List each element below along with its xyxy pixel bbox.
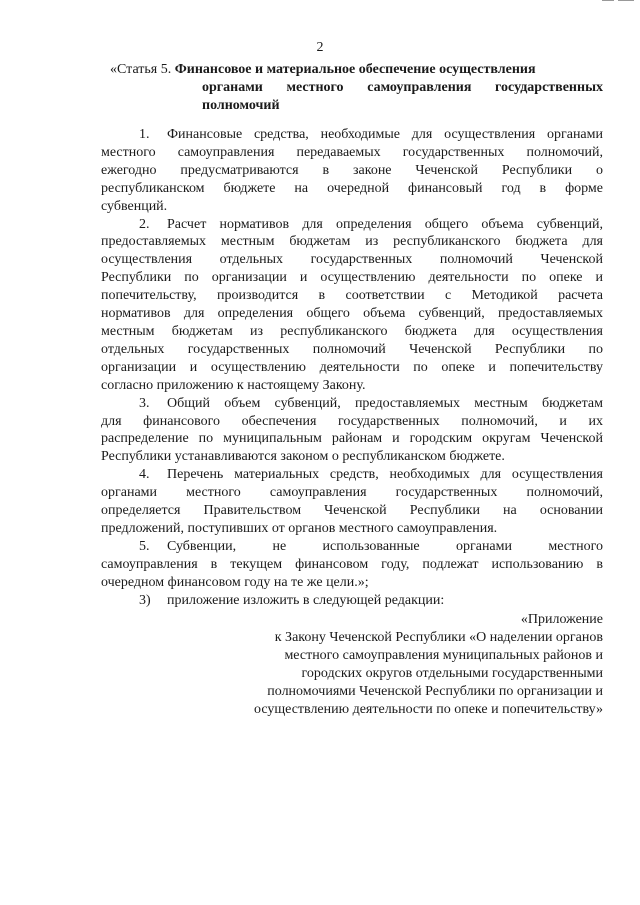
paragraph-line: попечительству, производится в соответствии с Методикой расчета [101, 288, 603, 304]
appendix-heading-line: осуществлению деятельности по опеке и попечительству» [253, 702, 603, 717]
paragraph-line: местного самоуправления передаваемых государственных полномочий, [101, 144, 603, 160]
paragraph-line: Республики устанавливаются законом о республиканском бюджете. [101, 449, 505, 465]
paragraph-line: органами местного самоуправления государственных полномочий, [101, 485, 603, 501]
appendix-heading-line: полномочиями Чеченской Республики по организации и [267, 684, 603, 700]
appendix-heading-line: «Приложение [520, 612, 603, 628]
paragraph-4 [101, 466, 603, 538]
paragraph-line: определяется Правительством Чеченской Республики на основании [101, 503, 603, 519]
paragraph-number: 1. [139, 127, 150, 142]
article-prefix: «Статья 5. [110, 62, 172, 77]
paragraph-3 [101, 395, 603, 467]
paragraph-line: приложение изложить в следующей редакции: [167, 592, 445, 608]
article-title-line-2: органами местного самоуправления государственных [202, 80, 603, 95]
article-title-line-3: полномочий [202, 98, 280, 113]
paragraph-line: распределение по муниципальным районам и городским округам Чеченской [101, 431, 603, 447]
paragraph-line: организации и осуществлению деятельности по опеке и попечительству [101, 359, 603, 375]
paragraph-line: для финансового обеспечения государственных полномочий, и их [101, 413, 603, 429]
paragraph-line: очередном финансовом году на те же цели.»; [101, 574, 369, 590]
appendix-heading-line: городских округов отдельными государственными [301, 666, 603, 682]
paragraph-2 [101, 216, 603, 395]
paragraph-line: нормативов для определения общего объема субвенций, предоставляемых [101, 306, 603, 322]
paragraph-line: ежегодно предусматриваются в законе Чеченской Республики о [101, 162, 603, 178]
paragraph-line: предложений, поступивших от органов местного самоуправления. [101, 520, 498, 536]
paragraph-1 [101, 126, 603, 216]
appendix-heading-line: к Закону Чеченской Республики «О наделении органов [274, 630, 603, 646]
paragraph-line: местным бюджетам из республиканского бюджета для осуществления [101, 323, 603, 339]
paragraph-line: субвенций. [101, 198, 168, 214]
paragraph-number: 5. [139, 538, 150, 554]
article-heading [110, 61, 603, 115]
paragraph-line: Перечень материальных средств, необходимых для осуществления [167, 467, 603, 483]
amendment-item-3 [101, 592, 603, 610]
paragraph-line: Республики по организации и осуществлению деятельности по опеке и [101, 270, 603, 286]
page-number: 2 [316, 40, 324, 55]
appendix-heading-line: местного самоуправления муниципальных районов и [284, 648, 603, 664]
paragraph-number: 3) [139, 592, 151, 608]
paragraph-line: республиканском бюджете на очередной финансовый год в форме [101, 180, 603, 196]
body-text [101, 126, 603, 719]
paragraph-number: 4. [139, 467, 150, 483]
paragraph-number: 2. [139, 216, 150, 232]
paragraph-line: согласно приложению к настоящему Закону. [101, 377, 366, 393]
paragraph-number: 3. [139, 395, 150, 411]
scan-marks [600, 0, 640, 4]
paragraph-line: предоставляемых местным бюджетам из республиканского бюджета для [101, 234, 603, 250]
article-title-line-1: Финансовое и материальное обеспечение осуществления [174, 62, 536, 77]
paragraph-line: осуществления отдельных государственных полномочий Чеченской [101, 252, 603, 268]
paragraph-5 [101, 538, 603, 592]
paragraph-line: Расчет нормативов для определения общего объема субвенций, [167, 216, 603, 232]
paragraph-line: самоуправления в текущем финансовом году, подлежат использованию в [101, 556, 603, 572]
appendix-heading [101, 611, 603, 718]
paragraph-line: Субвенции, не использованные органами местного [167, 538, 603, 554]
paragraph-line: Общий объем субвенций, предоставляемых местным бюджетам [167, 395, 603, 411]
paragraph-line: Финансовые средства, необходимые для осуществления органами [167, 127, 603, 142]
paragraph-line: отдельных государственных полномочий Чеченской Республики по [101, 341, 603, 357]
